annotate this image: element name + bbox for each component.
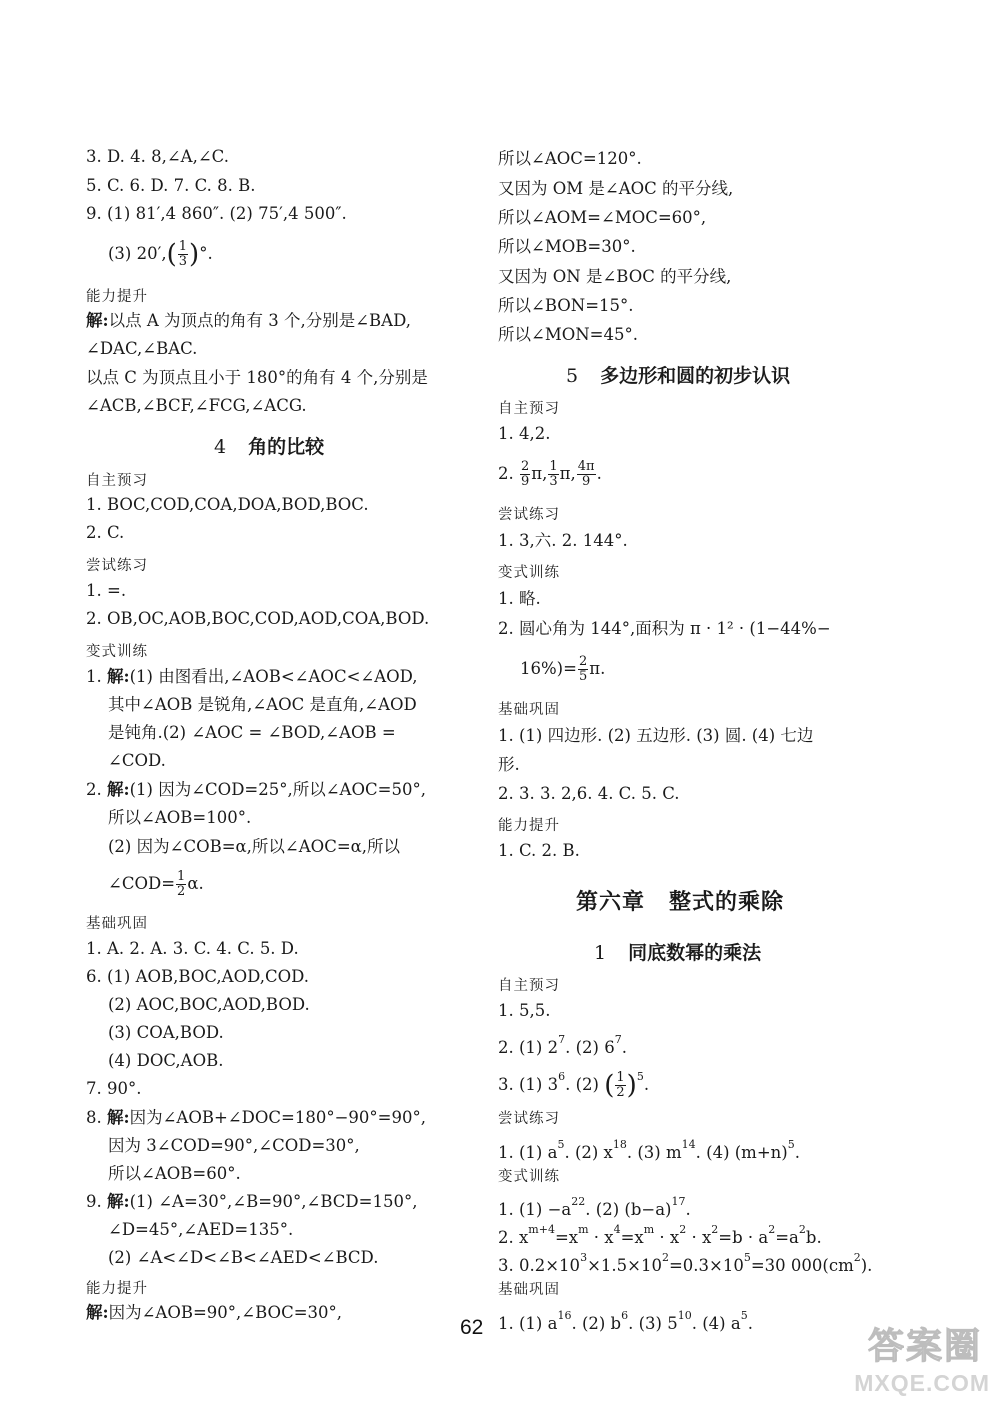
- answer-line: 形.: [498, 755, 520, 774]
- label-bianshi: 变式训练: [498, 565, 560, 581]
- fraction: $\frac{2}{5}$: [578, 654, 588, 684]
- answer-line: 因为 3∠COD=90°,∠COD=30°,: [108, 1136, 360, 1155]
- answer-line: 3. $0.2\times 10^3\times 1.5\times 10^2=0.3\times 10^5=30$ $000(cm^2)$.: [498, 1251, 873, 1275]
- answer-line: 1. 5,5.: [498, 1001, 551, 1020]
- label-nengli: 能力提升: [498, 818, 560, 834]
- answer-line: 所以∠MON=45°.: [498, 325, 639, 344]
- answer-line: (4) DOC,AOB.: [108, 1051, 224, 1070]
- answer-line: 9. 解:(1) ∠A=30°,∠B=90°,∠BCD=150°,: [86, 1192, 418, 1211]
- answer-line: 9. (1) 81′,4 860″. (2) 75′,4 500″.: [86, 204, 347, 223]
- section-title-5: 5 多边形和圆的初步认识: [566, 365, 791, 387]
- answer-line: 2. $x^{m+4}=x^m \cdot x^4=x^m \cdot x^2 \cdot x^2=b \cdot a^2=a^2b$.: [498, 1223, 822, 1247]
- answer-line: 解:以点 A 为顶点的角有 3 个,分别是∠BAD,: [86, 311, 411, 330]
- label-nengli-2: 能力提升: [86, 1281, 148, 1297]
- answer-line: ∠D=45°,∠AED=135°.: [108, 1220, 294, 1239]
- answer-line: 1. =.: [86, 581, 127, 600]
- answer-line: (2) AOC,BOC,AOD,BOD.: [108, 995, 310, 1014]
- answer-line: 2. (1) $2^7$. (2) $6^7$.: [498, 1033, 627, 1057]
- answer-line: ∠COD.: [108, 751, 166, 770]
- right-column: [498, 0, 898, 1380]
- label-bianshi: 变式训练: [86, 644, 148, 660]
- label-changshi: 尝试练习: [498, 507, 560, 523]
- answer-line: 5. C. 6. D. 7. C. 8. B.: [86, 176, 256, 195]
- label-zizhu-2: 自主预习: [498, 978, 560, 994]
- answer-line: 7. 90°.: [86, 1079, 142, 1098]
- label-jichu: 基础巩固: [498, 702, 560, 718]
- label-zizhu: 自主预习: [498, 401, 560, 417]
- answer-line: 8. 解:因为∠AOB+∠DOC=180°−90°=90°,: [86, 1108, 426, 1127]
- label-bianshi-2: 变式训练: [498, 1169, 560, 1185]
- answer-line: ∠COD= $\frac{1}{2}$ α.: [108, 869, 204, 899]
- answer-line: 1. (1) 四边形. (2) 五边形. (3) 圆. (4) 七边: [498, 726, 814, 745]
- answer-line: 2. 解:(1) 因为∠COD=25°,所以∠AOC=50°,: [86, 780, 426, 799]
- answer-line: 16%)= $\frac{2}{5}$ π.: [520, 654, 606, 684]
- answer-line: 2. 3. 3. 2,6. 4. C. 5. C.: [498, 784, 680, 803]
- answer-line: 1. (1) $a^5$. (2) $x^{18}$. (3) $m^{14}$. (4) $(m+n)^5$.: [498, 1138, 800, 1162]
- answer-line: 2. 圆心角为 144°,面积为 π · 1² · (1−44%−: [498, 619, 831, 638]
- answer-line: 3. D. 4. 8,∠A,∠C.: [86, 147, 229, 166]
- answer-line: 其中∠AOB 是锐角,∠AOC 是直角,∠AOD: [108, 695, 417, 714]
- answer-line: 1. A. 2. A. 3. C. 4. C. 5. D.: [86, 939, 299, 958]
- page-number: 62: [460, 1316, 484, 1339]
- fraction: $\frac{1}{2}$: [177, 869, 186, 899]
- fraction: $\frac{2}{9}$: [521, 459, 530, 489]
- answer-line: 3. (1) $3^6$. (2) ( $\frac{1}{2}$ )$^5$.: [498, 1070, 650, 1101]
- watermark-logo: [785, 1318, 990, 1404]
- answer-line: 1. $(1) -a^{22}$. (2) $(b-a)^{17}$.: [498, 1195, 691, 1219]
- answer-line: 又因为 OM 是∠AOC 的平分线,: [498, 179, 734, 198]
- label-nengli: 能力提升: [86, 289, 148, 305]
- label-changshi-2: 尝试练习: [498, 1111, 560, 1127]
- answer-line: 1. 略.: [498, 589, 541, 608]
- chapter-title: 第六章 整式的乘除: [576, 890, 785, 915]
- label-changshi: 尝试练习: [86, 558, 148, 574]
- answer-line: (2) 因为∠COB=α,所以∠AOC=α,所以: [108, 837, 401, 856]
- answer-line: 又因为 ON 是∠BOC 的平分线,: [498, 267, 732, 286]
- answer-line: 以点 C 为顶点且小于 180°的角有 4 个,分别是: [86, 368, 428, 387]
- answer-line: 所以∠AOB=100°.: [108, 808, 252, 827]
- answer-line: 2. OB,OC,AOB,BOC,COD,AOD,COA,BOD.: [86, 609, 430, 628]
- label-jichu: 基础巩固: [86, 916, 148, 932]
- answer-line: (2) ∠A<∠D<∠B<∠AED<∠BCD.: [108, 1248, 379, 1267]
- answer-line: 1. C. 2. B.: [498, 841, 580, 860]
- answer-line: 所以∠AOC=120°.: [498, 149, 642, 168]
- answer-line: 1. BOC,COD,COA,DOA,BOD,BOC.: [86, 495, 369, 514]
- watermark-url: MXQE.COM: [854, 1370, 990, 1396]
- answer-line: 1. 4,2.: [498, 424, 551, 443]
- answer-line: (3) 20′,( $\frac{1}{3}$ )°.: [108, 239, 213, 270]
- answer-line: 2. $\frac{2}{9}$ π, $\frac{1}{3}$ π, $\frac{4\pi}{9}$ .: [498, 459, 602, 489]
- fraction: $\frac{1}{3}$: [549, 459, 558, 489]
- fraction: $\frac{1}{3}$: [178, 239, 188, 269]
- answer-line: 1. (1) $a^{16}$. (2) $b^6$. (3) $5^{10}$. (4) $a^5$.: [498, 1309, 753, 1333]
- answer-line: 2. C.: [86, 523, 125, 542]
- answer-line: (3) COA,BOD.: [108, 1023, 224, 1042]
- fraction: $\frac{1}{2}$: [616, 1070, 625, 1100]
- watermark-logo-text: 答案圈: [867, 1326, 982, 1367]
- answer-line: 所以∠MOB=30°.: [498, 237, 636, 256]
- answer-line: 1. 解:(1) 由图看出,∠AOB<∠AOC<∠AOD,: [86, 667, 418, 686]
- fraction: $\frac{4\pi}{9}$: [577, 459, 595, 489]
- label-zizhu: 自主预习: [86, 473, 148, 489]
- section-title-1: 1 同底数幂的乘法: [594, 942, 762, 964]
- section-title-4: 4 角的比较: [214, 436, 325, 458]
- label-jichu-2: 基础巩固: [498, 1282, 560, 1298]
- answer-line: 所以∠BON=15°.: [498, 296, 634, 315]
- answer-line: ∠DAC,∠BAC.: [86, 339, 198, 358]
- answer-line: 所以∠AOB=60°.: [108, 1164, 241, 1183]
- left-column: [86, 0, 486, 1380]
- answer-line: 6. (1) AOB,BOC,AOD,COD.: [86, 967, 310, 986]
- answer-line: 所以∠AOM=∠MOC=60°,: [498, 208, 707, 227]
- answer-line: 1. 3,六. 2. 144°.: [498, 531, 628, 550]
- answer-line: 解:因为∠AOB=90°,∠BOC=30°,: [86, 1303, 343, 1322]
- answer-line: 是钝角.(2) ∠AOC = ∠BOD,∠AOB =: [108, 723, 396, 742]
- answer-line: ∠ACB,∠BCF,∠FCG,∠ACG.: [86, 396, 307, 415]
